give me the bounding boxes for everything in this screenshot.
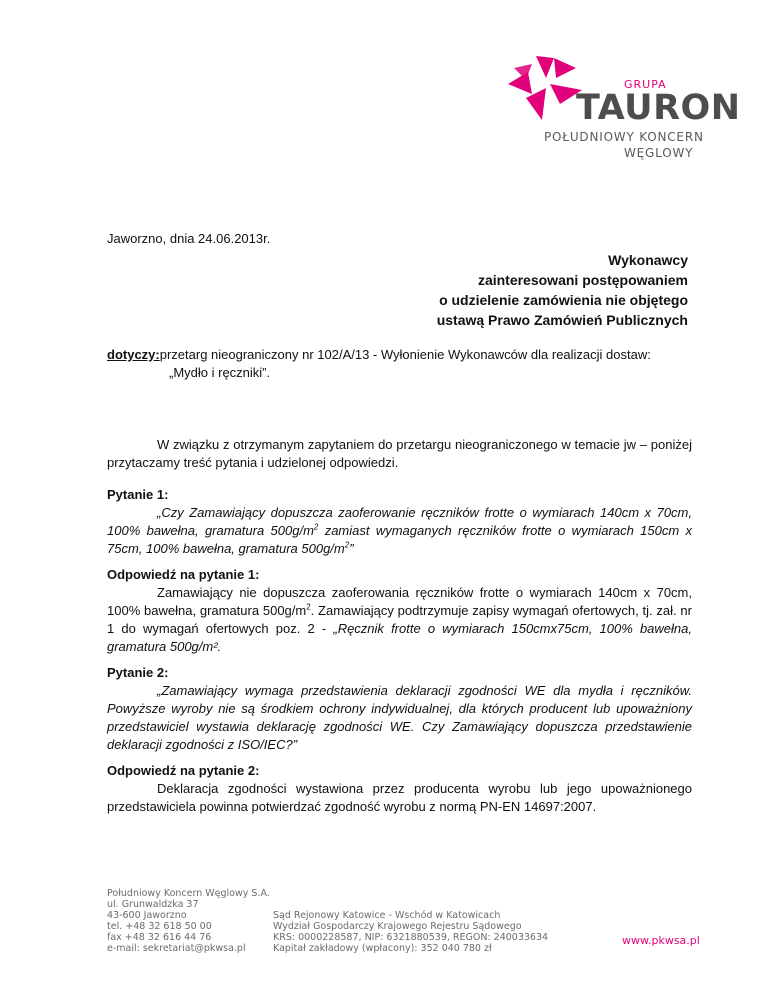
subject-label: dotyczy: (107, 347, 160, 362)
logo-subtitle-line1: POŁUDNIOWY KONCERN (544, 130, 704, 144)
answer-2-text: Deklaracja zgodności wystawiona przez producenta wyrobu lub jego upoważnionego przedstawiciela powinna potwierdzać zgodność wyrobu z normą PN-EN 14697:2007. (107, 781, 692, 814)
intro-paragraph: W związku z otrzymanym zapytaniem do przetargu nieograniczonego w temacie jw – poniżej przytaczamy treść pytania i udzielonej odpowiedzi. (107, 437, 692, 470)
footer-address (107, 888, 270, 954)
answer-2 (107, 762, 692, 816)
question-1-header: Pytanie 1: (107, 487, 169, 502)
recipient-line: zainteresowani postępowaniem (477, 272, 688, 288)
letter-date: Jaworzno, dnia 24.06.2013r. (107, 231, 271, 246)
answer-1-text: Zamawiający nie dopuszcza zaoferowania ręczników frotte o wymiarach 140cm x 70cm, 100% bawełna, gramatura $500g/m^2$. Zamawiający podtrzymuje zapisy wymagań ofertowych, tj. zał. nr 1 do wymagań ofertowych poz. 2 - „Ręcznik frotte o wymiarach 150cmx75cm, 100% bawełna, gramatura 500g/m². (107, 585, 692, 654)
question-1-text: „Czy Zamawiający dopuszcza zaoferowanie ręczników frotte o wymiarach 140cm x 70cm, 100% bawełna, gramatura $500g/m^2$ zamiast wymaganych ręczników frotte o wymiarach 150cm x 75cm, 100% bawełna, gramatura $500g/m^2$” (107, 505, 692, 556)
recipient-line: ustawą Prawo Zamówień Publicznych (436, 312, 688, 328)
question-1 (107, 486, 692, 558)
answer-1-header: Odpowiedź na pytanie 1: (107, 567, 260, 582)
footer-line: Sąd Rejonowy Katowice - Wschód w Katowicach (273, 910, 501, 921)
answer-2-header: Odpowiedź na pytanie 2: (107, 763, 260, 778)
recipient-block (437, 250, 688, 330)
answer-1 (107, 566, 692, 656)
footer-registry (273, 910, 548, 954)
question-2-text: „Zamawiający wymaga przedstawienia deklaracji zgodności WE dla mydła i ręczników. Powyższe wyroby nie są środkiem ochrony indywidualnej, dla których producent lub upoważniony przedstawiciel wystawia deklarację zgodności WE. Czy Zamawiający dopuszcza przedstawienie deklaracji zgodności z ISO/IEC?” (107, 683, 692, 752)
recipient-line: Wykonawcy (608, 252, 688, 268)
subject-line2: „Mydło i ręczniki”. (169, 365, 271, 380)
footer-line: tel. +48 32 618 50 00 (107, 921, 212, 932)
footer-line: Południowy Koncern Węglowy S.A. (107, 888, 270, 899)
question-2-header: Pytanie 2: (107, 665, 169, 680)
subject-block (107, 346, 692, 382)
logo-brand-text: TAURON (576, 88, 741, 128)
question-2 (107, 664, 692, 754)
footer-line: KRS: 0000228587, NIP: 6321880539, REGON: 240033634 (273, 932, 549, 943)
tauron-logo-mark-icon (506, 54, 584, 122)
footer-line: Kapitał zakładowy (wpłacony): 352 040 780 zł (273, 943, 492, 954)
subject-line1: przetarg nieograniczony nr 102/A/13 - Wyłonienie Wykonawców dla realizacji dostaw: (159, 347, 651, 362)
footer-line: Wydział Gospodarczy Krajowego Rejestru Sądowego (273, 921, 522, 932)
recipient-line: o udzielenie zamówienia nie objętego (439, 292, 688, 308)
company-logo (506, 48, 741, 178)
footer-website-link[interactable]: www.pkwsa.pl (622, 934, 700, 947)
logo-subtitle-line2: WĘGLOWY (624, 146, 694, 160)
footer-line: 43-600 Jaworzno (107, 910, 187, 921)
logo-grupa-text: GRUPA (624, 78, 667, 91)
footer-line: ul. Grunwaldzka 37 (107, 899, 199, 910)
footer-email[interactable]: e-mail: sekretariat@pkwsa.pl (107, 943, 246, 954)
footer-line: fax +48 32 616 44 76 (107, 932, 212, 943)
